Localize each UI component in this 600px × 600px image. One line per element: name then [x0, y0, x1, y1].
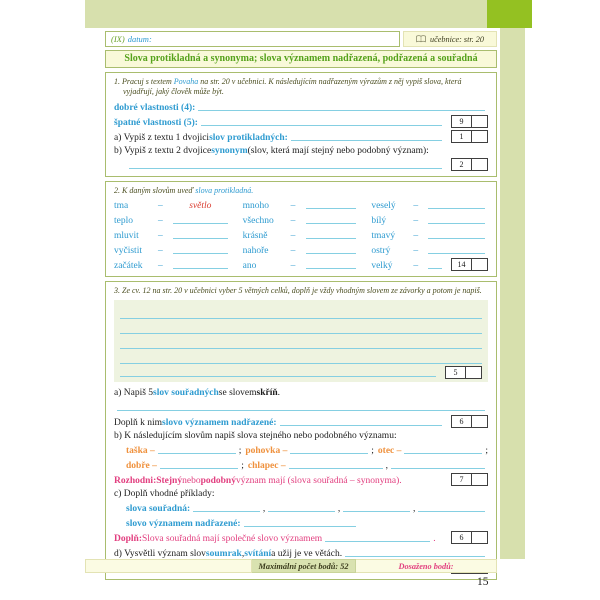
- book-icon: [416, 35, 426, 43]
- task-3d-text-rest: a užij je ve větách.: [271, 548, 343, 559]
- score-max: 6: [452, 532, 472, 543]
- task-1-bad-row: [114, 113, 488, 128]
- antonym-cell: [371, 258, 488, 271]
- write-line: [201, 124, 442, 126]
- task-1-instruction: [114, 77, 488, 98]
- header-row: [105, 31, 497, 47]
- write-line: [428, 237, 485, 239]
- task-3: [105, 281, 497, 579]
- word: veselý: [371, 201, 396, 212]
- write-line: [345, 555, 485, 557]
- antonym-row: [114, 196, 488, 211]
- write-line: [280, 424, 442, 426]
- coordinate-words-row: [114, 499, 488, 514]
- word: mluvit: [114, 231, 139, 242]
- word-pohovka: pohovka –: [245, 445, 288, 456]
- date-label: datum:: [127, 34, 152, 44]
- write-line: [428, 207, 485, 209]
- good-qualities-label: dobré vlastnosti (4):: [114, 102, 196, 113]
- write-line: [198, 109, 485, 111]
- task-1: [105, 72, 497, 177]
- write-line: [289, 467, 383, 469]
- word-dobre: dobře –: [126, 460, 157, 471]
- write-line: [325, 540, 430, 542]
- antonym-cell: [114, 246, 231, 256]
- word: tmavý: [371, 231, 396, 242]
- write-line: [306, 252, 357, 254]
- superordinate-word-label: slovo významem nadřazené:: [126, 518, 241, 529]
- antonym-cell: [243, 201, 360, 211]
- score-blank: [472, 474, 487, 485]
- dash: –: [158, 201, 163, 212]
- write-line: [404, 452, 482, 454]
- word: začátek: [114, 261, 143, 272]
- superordinate-term: slovo významem nadřazené:: [162, 417, 277, 428]
- decide-text-2: význam mají (slova souřadná – synonyma).: [235, 475, 402, 486]
- score-blank: [472, 116, 487, 127]
- dash: –: [413, 246, 419, 257]
- antonym-cell: [371, 246, 488, 256]
- comma: ,: [385, 460, 388, 471]
- page-title: Slova protikladná a synonyma; slova významem nadřazená, podřazená a souřadná: [105, 50, 497, 68]
- write-line: [120, 334, 482, 349]
- write-line: [158, 452, 236, 454]
- task-3-fill-row: [114, 529, 488, 544]
- word: mnoho: [242, 201, 270, 212]
- write-line: [428, 267, 442, 269]
- worksheet-content: [105, 31, 497, 580]
- task-2-term: slova protikladná.: [195, 185, 254, 195]
- antonym-row: [114, 241, 488, 256]
- score-box: [445, 366, 482, 379]
- dash: –: [290, 201, 296, 212]
- antonym-cell: [243, 246, 360, 256]
- score-max: 1: [452, 131, 472, 142]
- dash: –: [158, 231, 163, 242]
- score-max: 6: [452, 416, 472, 427]
- score-max: 5: [446, 367, 466, 378]
- score-blank: [472, 416, 487, 427]
- dash: –: [158, 216, 163, 227]
- write-line: [129, 167, 442, 169]
- antonym-cell: [114, 201, 231, 211]
- task-2: [105, 181, 497, 277]
- dash: –: [413, 201, 419, 212]
- score-blank: [472, 532, 487, 543]
- fill-label: Doplň:: [114, 533, 142, 544]
- decide-label: Rozhodni:: [114, 475, 157, 486]
- task-1-text-reference: Povaha: [173, 77, 199, 86]
- write-line: [306, 267, 357, 269]
- score-summary-bar: [85, 559, 497, 573]
- superordinate-word-row: [114, 514, 488, 529]
- comma: ,: [262, 503, 266, 514]
- antonym-cell: [371, 231, 488, 241]
- antonym-cell: [371, 216, 488, 226]
- task-3b-row-2: [114, 456, 488, 471]
- score-max: 7: [452, 474, 472, 485]
- write-line: [306, 237, 357, 239]
- task-1-good-row: [114, 98, 488, 113]
- word-taska: taška –: [126, 445, 155, 456]
- score-box: [451, 473, 488, 486]
- antonym-cell: [243, 261, 360, 271]
- task-2-instruction-text: 2. K daným slovům uveď: [114, 185, 196, 195]
- date-field: [105, 31, 400, 47]
- coordinate-words-label: slova souřadná:: [126, 503, 191, 514]
- antonym-row: [114, 226, 488, 241]
- page-right-band: [500, 28, 525, 559]
- task-3a-superordinate-row: [114, 413, 488, 428]
- dash: –: [413, 261, 419, 272]
- word: teplo: [114, 216, 133, 227]
- dash: –: [158, 246, 163, 257]
- task-1b-term: synonym: [211, 145, 248, 156]
- footer-empty-cell: [85, 559, 252, 573]
- period: .: [433, 533, 436, 544]
- write-line: [120, 349, 482, 364]
- task-3a-keyword: skříň: [256, 387, 278, 398]
- score-box: [451, 531, 488, 544]
- task-1a-term: slov protikladných:: [209, 132, 288, 143]
- word: krásně: [242, 231, 268, 242]
- decide-bold-2: podobný: [200, 475, 236, 486]
- task-3d-row: [114, 544, 488, 559]
- write-line: [343, 510, 410, 512]
- antonym-cell: [243, 231, 360, 241]
- achieved-points-cell: [356, 559, 497, 573]
- word: tma: [114, 201, 129, 212]
- score-blank: [466, 367, 481, 378]
- score-box: [451, 130, 488, 143]
- write-line: [306, 222, 357, 224]
- task-1b-answer-row: [114, 156, 488, 171]
- score-blank: [472, 131, 487, 142]
- write-line: [306, 207, 357, 209]
- word: ostrý: [371, 246, 391, 257]
- dash: –: [158, 261, 163, 272]
- page-number: 15: [477, 576, 489, 588]
- write-line: [120, 319, 482, 334]
- score-box: [451, 415, 488, 428]
- task-3d-text: d) Vysvětli význam slov: [114, 548, 206, 559]
- write-line: [173, 222, 228, 224]
- write-line: [117, 409, 485, 411]
- write-line: [160, 467, 238, 469]
- antonym-cell: [114, 231, 231, 241]
- word: vyčistit: [114, 246, 142, 257]
- bad-qualities-label: špatné vlastnosti (5):: [114, 117, 198, 128]
- word: všechno: [242, 216, 274, 227]
- task-1-instruction-text: 1. Pracuj s textem: [114, 77, 174, 86]
- max-points-label: Maximální počet bodů: 52: [252, 559, 356, 573]
- superordinate-text: Doplň k nim: [114, 417, 163, 428]
- task-3b-row-1: [114, 441, 488, 456]
- write-line: [428, 222, 485, 224]
- comma: ,: [412, 503, 416, 514]
- task-1b-text-rest: (slov, která mají stejný nebo podobný význam):: [247, 145, 429, 156]
- task-1a-text: a) Vypiš z textu 1 dvojici: [114, 132, 210, 143]
- task-3a-text-mid: se slovem: [218, 387, 257, 398]
- write-line: [120, 304, 482, 319]
- antonym-cell: [114, 261, 231, 271]
- semicolon: ;: [371, 445, 374, 456]
- word: nahoře: [242, 246, 269, 257]
- write-line-row: [120, 364, 482, 379]
- write-line: [418, 510, 485, 512]
- comma: ,: [337, 503, 341, 514]
- antonym-cell: [243, 216, 360, 226]
- word-svitani: svítání: [244, 548, 272, 559]
- decide-text-1: nebo: [182, 475, 201, 486]
- word-chlapec: chlapec –: [247, 460, 286, 471]
- period: .: [277, 387, 281, 398]
- task-1b-row: [114, 143, 488, 156]
- task-3b-instruction: b) K následujícím slovům napiš slova stejného nebo podobného významu:: [114, 430, 397, 441]
- word: bílý: [371, 216, 387, 227]
- score-max: 2: [452, 159, 472, 170]
- dash: –: [413, 231, 419, 242]
- semicolon: ;: [485, 445, 488, 456]
- dash: –: [413, 216, 419, 227]
- textbook-label: učebnice: str. 20: [430, 34, 484, 44]
- task-3-instruction: 3. Ze cv. 12 na str. 20 v učebnici vyber 5 větných celků, doplň je vždy vhodným slovem ze závorky a potom je napiš.: [114, 286, 482, 296]
- score-max: 14: [452, 259, 472, 270]
- task-3a-term: slov souřadných: [153, 387, 219, 398]
- score-max: 9: [452, 116, 472, 127]
- write-line: [173, 237, 228, 239]
- antonym-cell: [371, 201, 488, 211]
- antonym-row: [114, 256, 488, 271]
- word-otec: otec –: [377, 445, 402, 456]
- task-2-instruction: [114, 186, 488, 196]
- task-3a-answer-row: [114, 398, 488, 413]
- write-line: [268, 510, 335, 512]
- task-1a-row: [114, 128, 488, 143]
- task-3a-row: [114, 385, 488, 398]
- semicolon: ;: [241, 460, 244, 471]
- corner-accent-square: [487, 0, 532, 28]
- dash: –: [290, 246, 296, 257]
- write-line: [173, 252, 228, 254]
- write-line: [173, 267, 228, 269]
- score-blank: [472, 159, 487, 170]
- task-3c-instruction: c) Doplň vhodné příklady:: [114, 488, 215, 499]
- antonym-cell: [114, 216, 231, 226]
- example-answer: světlo: [189, 201, 212, 212]
- score-box: [451, 115, 488, 128]
- write-line: [244, 525, 356, 527]
- word: velký: [371, 261, 393, 272]
- write-line: [290, 452, 368, 454]
- semicolon: ;: [238, 445, 242, 456]
- task-1b-text: b) Vypiš z textu 2 dvojice: [114, 145, 212, 156]
- dash: –: [290, 261, 296, 272]
- fill-text: Slova souřadná mají společné slovo významem: [141, 533, 323, 544]
- page-top-band: [85, 0, 487, 28]
- antonym-row: [114, 211, 488, 226]
- task-3a-text: a) Napiš 5: [114, 387, 154, 398]
- score-box: [451, 158, 488, 171]
- write-line: [193, 510, 260, 512]
- task-3-decide-row: [114, 471, 488, 486]
- word-soumrak: soumrak: [205, 548, 242, 559]
- write-line: [120, 375, 436, 377]
- textbook-reference: [403, 31, 497, 47]
- word: ano: [242, 261, 257, 272]
- sentence-writing-area: [114, 300, 488, 382]
- dash: –: [290, 231, 296, 242]
- achieved-points-label: Dosaženo bodů:: [398, 561, 454, 571]
- write-line: [428, 252, 485, 254]
- grade-prefix: (IX): [111, 34, 125, 44]
- score-blank: [472, 259, 487, 270]
- write-line: [291, 139, 442, 141]
- dash: –: [290, 216, 296, 227]
- write-line: [391, 467, 485, 469]
- task-1-instruction-rest: na str. 20 v učebnici. K následujícím nadřazeným výrazům z něj vypiš slova, která vyjadřují, jaký člověk může být.: [123, 77, 462, 97]
- score-box: [451, 258, 488, 271]
- comma-sep: ,: [241, 548, 245, 559]
- decide-bold-1: Stejný: [156, 475, 183, 486]
